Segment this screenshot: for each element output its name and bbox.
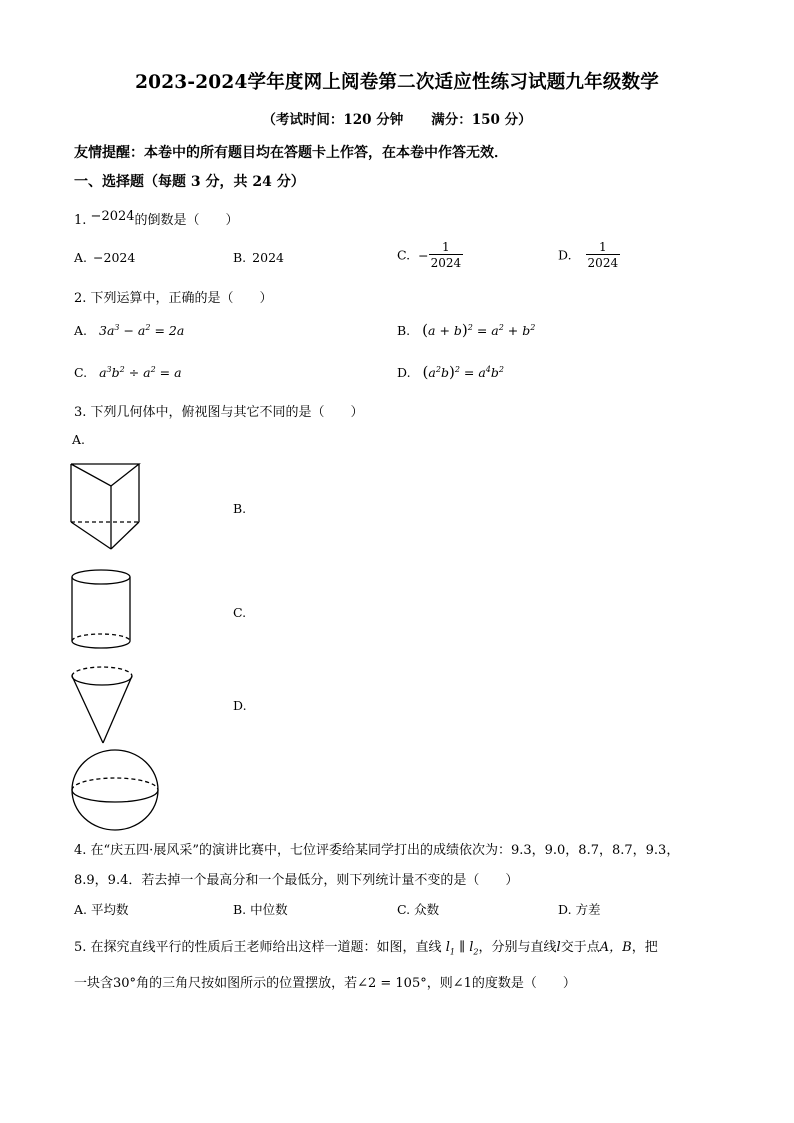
question-4-option-c[interactable]: C. 众数	[397, 902, 440, 917]
question-1-option-b[interactable]: B. 2024	[233, 250, 284, 265]
question-4-line-2: 8.9，9.4．若去掉一个最高分和一个最低分，则下列统计量不变的是（ ）	[74, 873, 519, 888]
fraction-d: $\frac{1}{2024}$	[587, 240, 619, 270]
cone-figure	[70, 664, 136, 746]
sphere-figure	[70, 748, 162, 832]
question-4-line-1: 4. 在“庆五四·展风采”的演讲比赛中，七位评委给某同学打出的成绩依次为：9.3，9.0，8.7，8.7，9.3，	[74, 843, 680, 858]
exam-full-score: 满分：150 分）	[431, 112, 532, 128]
cylinder-figure	[70, 569, 134, 653]
exam-title: 2023-2024学年度网上阅卷第二次适应性练习试题九年级数学	[135, 72, 659, 93]
question-4-option-b[interactable]: B. 中位数	[233, 902, 288, 917]
question-3-option-d-label[interactable]: D.	[233, 698, 247, 713]
fraction-c: $\frac{1}{2024}$	[430, 240, 462, 270]
section-heading-choice: 一、选择题（每题 3 分，共 24 分）	[74, 174, 305, 190]
exam-subtitle	[0, 108, 794, 128]
question-3-option-b-label[interactable]: B.	[233, 501, 247, 516]
question-3-option-a-label[interactable]: A.	[72, 432, 86, 447]
question-2-option-a[interactable]: A. $3a^3 - a^2 = 2a$	[74, 323, 185, 339]
question-2-stem: 2. 下列运算中，正确的是（ ）	[74, 291, 273, 306]
question-1-option-d[interactable]: D. $\frac{1}{2024}$	[558, 240, 619, 270]
question-2-option-c[interactable]: C. $a^3b^2 \div a^2 = a$	[74, 365, 182, 381]
triangular-prism-figure	[70, 462, 142, 552]
exam-time: （考试时间：120 分钟	[262, 112, 404, 128]
question-4-option-d[interactable]: D. 方差	[558, 902, 601, 917]
question-2-option-b[interactable]: B. $(a + b)^2 = a^2 + b^2$	[397, 321, 536, 339]
question-2-option-d[interactable]: D. $(a^2b)^2 = a^4b^2$	[397, 363, 504, 381]
question-5-line-2: 一块含30°角的三角尺按如图所示的位置摆放，若∠2 = 105°，则∠1的度数是（ ）	[74, 976, 576, 991]
question-3-stem: 3. 下列几何体中，俯视图与其它不同的是（ ）	[74, 405, 364, 420]
question-4-option-a[interactable]: A. 平均数	[74, 902, 129, 917]
question-1-option-a[interactable]: A. −2024	[74, 250, 136, 265]
question-1-option-c[interactable]: C. − $\frac{1}{2024}$	[397, 240, 462, 270]
question-3-option-c-label[interactable]: C.	[233, 605, 247, 620]
notice-text: 友情提醒：本卷中的所有题目均在答题卡上作答，在本卷中作答无效．	[74, 145, 508, 161]
question-1-stem: 1. −2024的倒数是（ ）	[74, 209, 239, 228]
question-5-line-1: 5. 在探究直线平行的性质后王老师给出这样一道题：如图，直线 $l_1$ ∥ $l_2$，分别与直线l交于点A，B，把	[74, 940, 658, 957]
